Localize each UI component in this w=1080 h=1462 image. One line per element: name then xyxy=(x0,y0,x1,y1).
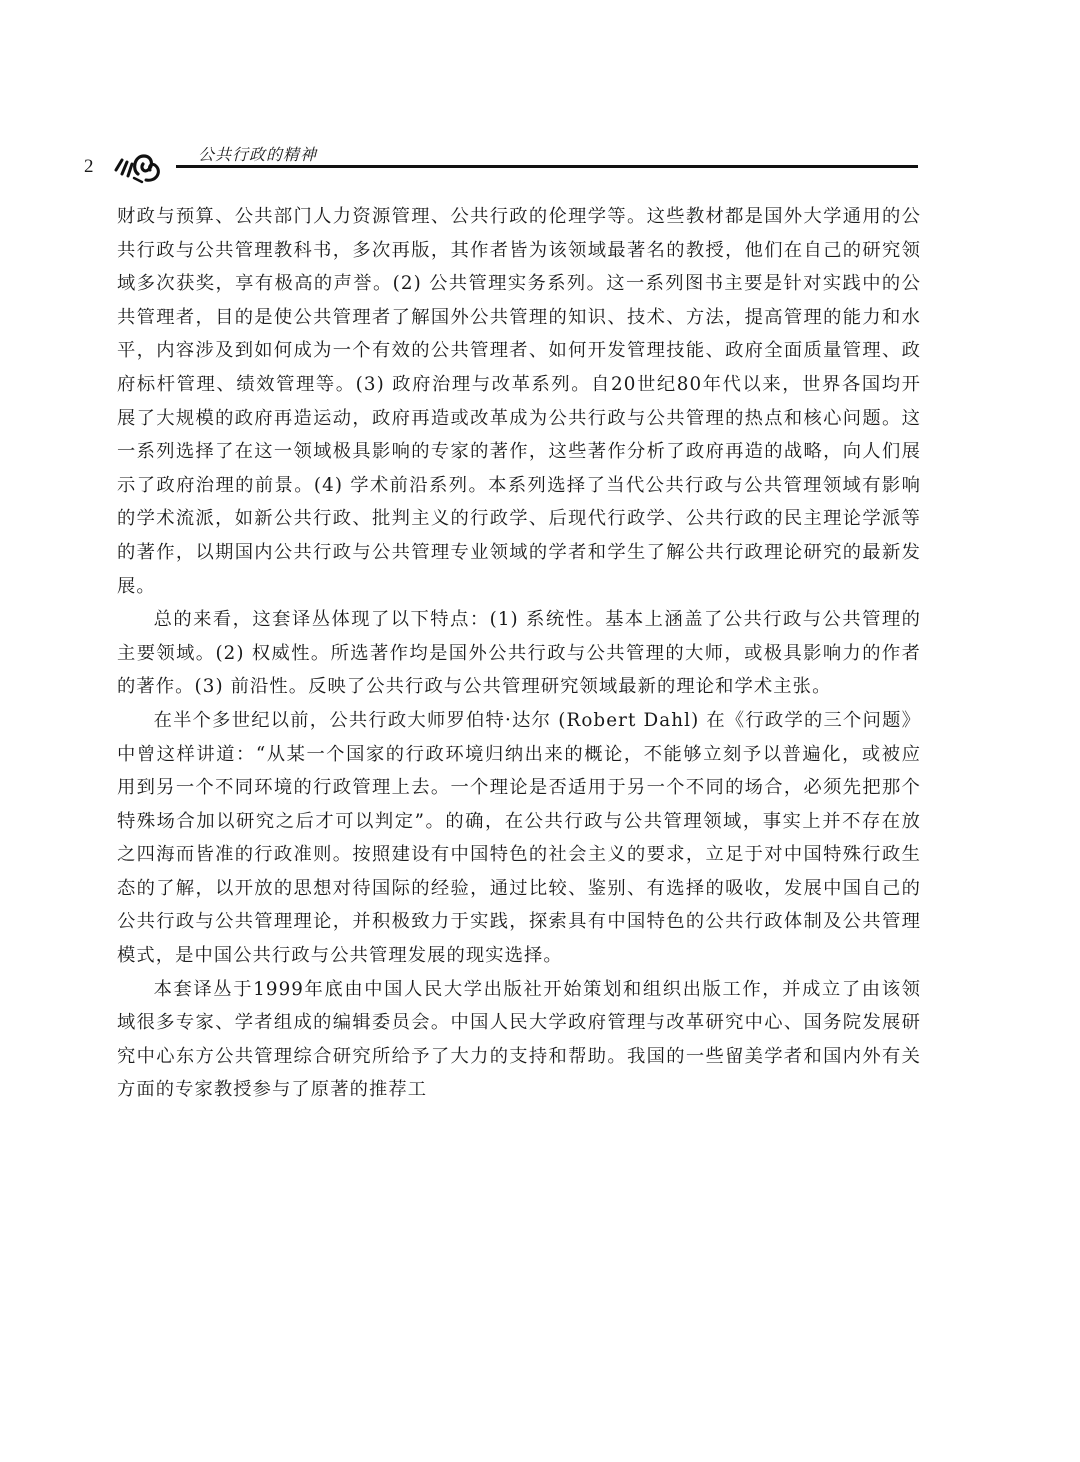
page-number: 2 xyxy=(84,156,94,177)
paragraph-dahl-quote: 在半个多世纪以前，公共行政大师罗伯特·达尔 (Robert Dahl) 在《行政学的三个问题》中曾这样讲道：“从某一个国家的行政环境归纳出来的概论，不能够立刻予以普遍化，或被应用到另一个不同环境的行政管理上去。一个理论是否适用于另一个不同的场合，必须先把那个特殊场合加以研究之后才可以判定”。的确，在公共行政与公共管理领域，事实上并不存在放之四海而皆准的行政准则。按照建设有中国特色的社会主义的要求，立足于对中国特殊行政生态的了解，以开放的思想对待国际的经验，通过比较、鉴别、有选择的吸收，发展中国自己的公共行政与公共管理理论，并积极致力于实践，探索具有中国特色的公共行政体制及公共管理模式，是中国公共行政与公共管理发展的现实选择。 xyxy=(117,709,921,967)
running-header-title: 公共行政的精神 xyxy=(198,145,318,164)
paragraph-features: 总的来看，这套译丛体现了以下特点：(1) 系统性。基本上涵盖了公共行政与公共管理的主要领域。(2) 权威性。所选著作均是国外公共行政与公共管理的大师，或极具影响力的作者的著作。(3) 前沿性。反映了公共行政与公共管理研究领域最新的理论和学术主张。 xyxy=(117,609,921,698)
body-text xyxy=(117,200,921,1107)
paragraph-publishing-history: 本套译丛于1999年底由中国人民大学出版社开始策划和组织出版工作，并成立了由该领域很多专家、学者组成的编辑委员会。中国人民大学政府管理与改革研究中心、国务院发展研究中心东方公共管理综合研究所给予了大力的支持和帮助。我国的一些留美学者和国内外有关方面的专家教授参与了原著的推荐工 xyxy=(117,978,921,1101)
page-header xyxy=(84,132,924,192)
paragraph-series-list: 财政与预算、公共部门人力资源管理、公共行政的伦理学等。这些教材都是国外大学通用的公共行政与公共管理教科书，多次再版，其作者皆为该领域最著名的教授，他们在自己的研究领域多次获奖，享有极高的声誉。(2) 公共管理实务系列。这一系列图书主要是针对实践中的公共管理者，目的是使公共管理者了解国外公共管理的知识、技术、方法，提高管理的能力和水平，内容涉及到如何成为一个有效的公共管理者、如何开发管理技能、政府全面质量管理、政府标杆管理、绩效管理等。(3) 政府治理与改革系列。自20世纪80年代以来，世界各国均开展了大规模的政府再造运动，政府再造或改革成为公共行政与公共管理的热点和核心问题。这一系列选择了在这一领域极具影响的专家的著作，这些著作分析了政府再造的战略，向人们展示了政府治理的前景。(4) 学术前沿系列。本系列选择了当代公共行政与公共管理领域有影响的学术流派，如新公共行政、批判主义的行政学、后现代行政学、公共行政的民主理论学派等的著作，以期国内公共行政与公共管理专业领域的学者和学生了解公共行政理论研究的最新发展。 xyxy=(117,206,921,597)
header-rule xyxy=(176,165,918,168)
swirl-logo-icon xyxy=(112,146,176,186)
